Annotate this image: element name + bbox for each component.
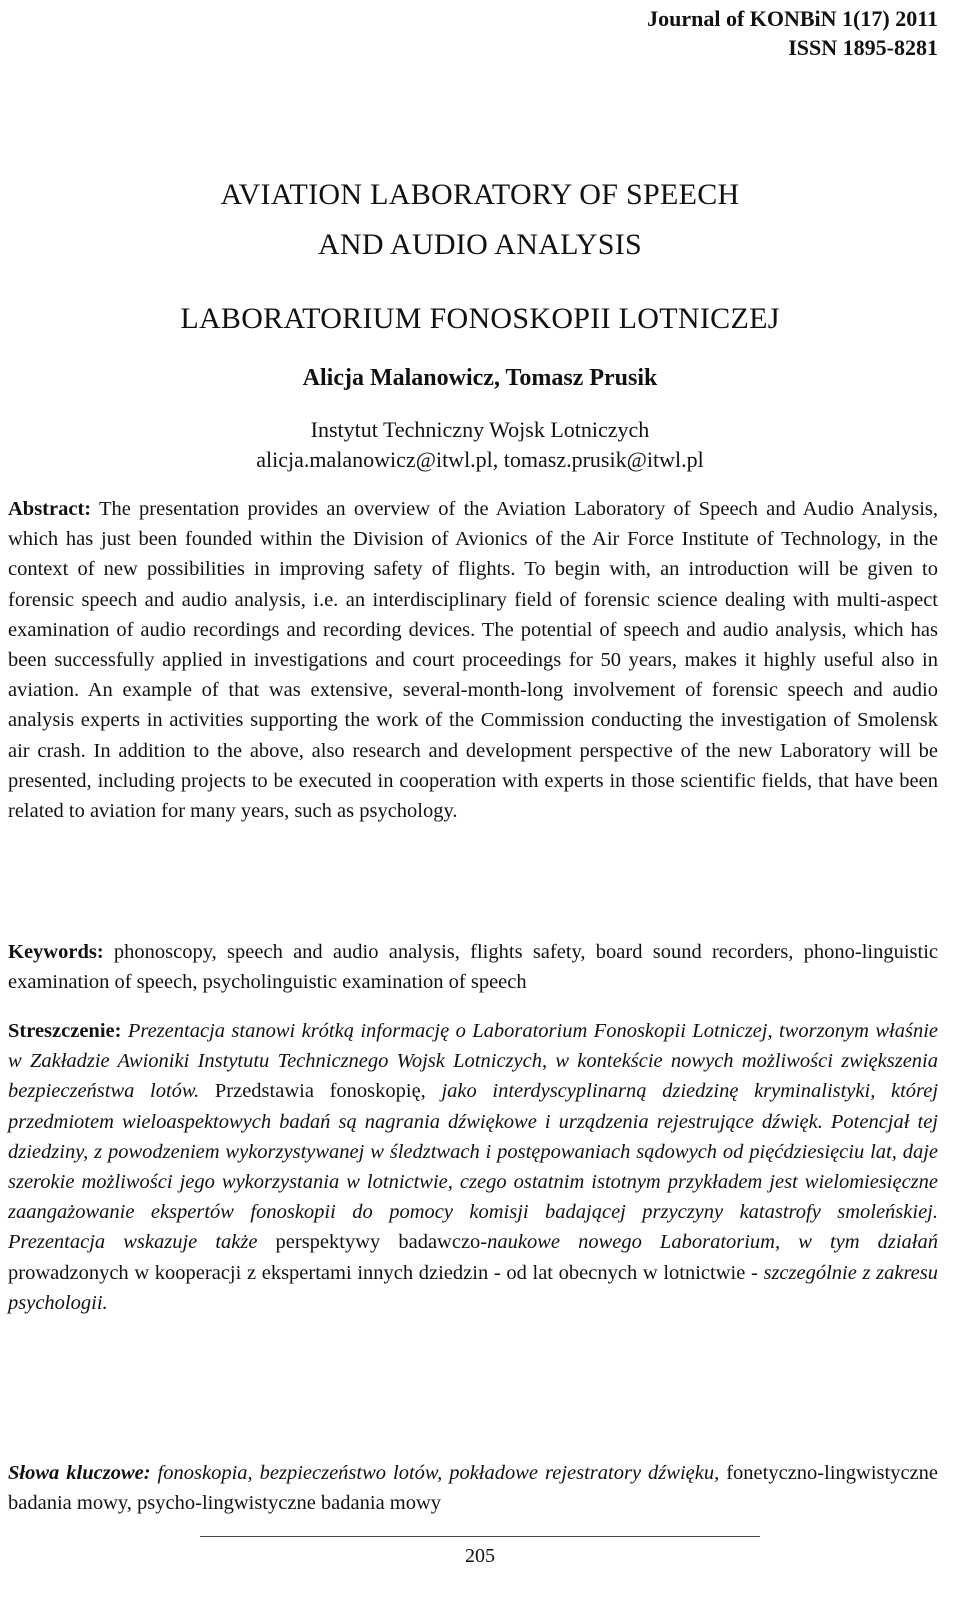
affiliation: [0, 415, 960, 475]
streszczenie-part2: Przedstawia fonoskopię,: [214, 1080, 426, 1103]
slowa-kluczowe-text-italic: fonoskopia, bezpieczeństwo lotów, pokładowe rejestratory dźwięku,: [157, 1462, 720, 1484]
streszczenie-part3: jako interdyscyplinarną dziedzinę kryminalistyki, której przedmiotem wieloaspektowych badań są nagrania dźwiękowe i urządzenia rejestrujące dźwięk. Potencjał tej dziedziny, z powodzeniem wykorzystywanej w śledztwach i postępowaniach sądowych od pięćdziesięciu lat, daje szerokie możliwości jego wykorzystania w lotnictwie, czego ostatnim istotnym przykładem jest wielomiesięczne zaangażowanie ekspertów fonoskopii do pomocy komisji badającej przyczyny katastrofy smoleńskiej. Prezentacja wskazuje także: [8, 1080, 939, 1254]
journal-header: [647, 4, 938, 62]
keywords-text: phonoscopy, speech and audio analysis, flights safety, board sound recorders, phono-linguistic examination of speech, psycholinguistic examination of speech: [8, 941, 938, 994]
title-english: [0, 170, 960, 270]
streszczenie-part6: prowadzonych w kooperacji z ekspertami innych dziedzin - od lat obecnych w lotnictwie -: [8, 1261, 758, 1284]
abstract-label: Abstract:: [8, 498, 92, 520]
streszczenie-part7: szczególnie z zakresu psychologii.: [8, 1261, 939, 1314]
page-number: 205: [465, 1545, 495, 1567]
abstract: [8, 494, 938, 826]
abstract-text: The presentation provides an overview of the Aviation Laboratory of Speech and Audio Analysis, which has just been founded within the Division of Avionics of the Air Force Institute of Technology, in the context of new possibilities in improving safety of flights. To begin with, an introduction will be given to forensic speech and audio analysis, i.e. an interdisciplinary field of forensic science dealing with multi-aspect examination of audio recordings and recording devices. The potential of speech and audio analysis, which has been successfully applied in investigations and court proceedings for 50 years, makes it highly useful also in aviation. An example of that was extensive, several-month-long involvement of forensic speech and audio analysis experts in activities supporting the work of the Commission conducting the investigation of Smolensk air crash. In addition to the above, also research and development perspective of the new Laboratory will be presented, including projects to be executed in cooperation with experts in those scientific fields, that have been related to aviation for many years, such as psychology.: [8, 498, 938, 823]
slowa-kluczowe-label: Słowa kluczowe:: [8, 1462, 151, 1484]
slowa-kluczowe-text-regular: fonetyczno-lingwistyczne badania mowy, psycho-lingwistyczne badania mowy: [8, 1462, 938, 1515]
institute: Instytut Techniczny Wojsk Lotniczych: [310, 417, 650, 442]
streszczenie-part1: Prezentacja stanowi krótką informację o Laboratorium Fonoskopii Lotniczej, tworzonym właśnie w Zakładzie Awioniki Instytutu Technicznego Wojsk Lotniczych, w kontekście nowych możliwości zwiększenia bezpieczeństwa lotów.: [8, 1020, 939, 1103]
footer-divider: [200, 1536, 760, 1537]
authors: Alicja Malanowicz, Tomasz Prusik: [302, 365, 658, 391]
keywords-label: Keywords:: [8, 941, 104, 963]
title-polish: LABORATORIUM FONOSKOPII LOTNICZEJ: [180, 302, 780, 335]
title-english-line2: AND AUDIO ANALYSIS: [317, 228, 643, 261]
streszczenie-label: Streszczenie:: [8, 1020, 122, 1042]
author-emails: alicja.malanowicz@itwl.pl, tomasz.prusik@itwl.pl: [256, 447, 704, 472]
title-english-line1: AVIATION LABORATORY OF SPEECH: [220, 178, 740, 211]
streszczenie-part5: naukowe nowego Laboratorium, w tym działań: [487, 1231, 938, 1254]
streszczenie-part4: perspektywy badawczo-: [275, 1231, 488, 1254]
slowa-kluczowe: [8, 1458, 938, 1518]
journal-name: Journal of KONBiN 1(17) 2011: [647, 6, 938, 31]
journal-issn: ISSN 1895-8281: [788, 35, 938, 60]
streszczenie: [8, 1016, 938, 1318]
keywords: [8, 937, 938, 997]
